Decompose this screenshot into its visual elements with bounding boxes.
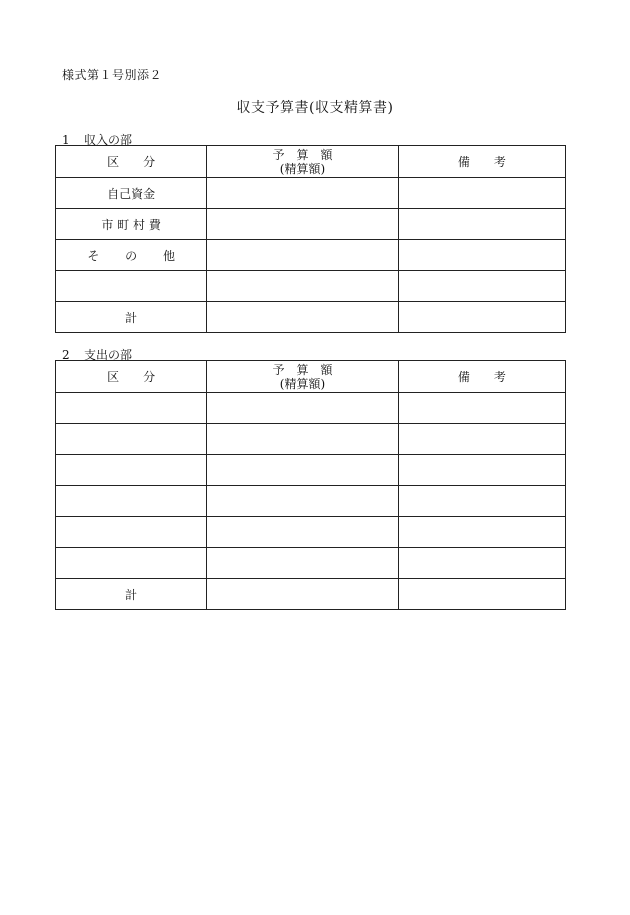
expenditure-row-amount-cell[interactable] [207, 393, 398, 424]
income-row-amount-cell[interactable] [207, 178, 398, 209]
income-row-other [56, 240, 566, 271]
income-row-remarks-cell[interactable] [398, 178, 565, 209]
expenditure-row-category-cell[interactable] [56, 548, 207, 579]
expenditure-header-category: 区 分 [56, 361, 207, 393]
expenditure-header-amount-line1: 予 算 額 [272, 362, 333, 377]
expenditure-section-label: 支出の部 [84, 348, 133, 362]
income-table [55, 145, 566, 333]
income-row-category: 自己資金 [56, 178, 207, 209]
expenditure-table [55, 360, 566, 610]
income-section-label: 収入の部 [84, 133, 133, 147]
expenditure-row-remarks-cell[interactable] [398, 548, 565, 579]
income-section-number: 1 [62, 133, 70, 147]
income-row-category: 市 町 村 費 [56, 209, 207, 240]
expenditure-row-category-cell[interactable] [56, 424, 207, 455]
income-row-blank [56, 271, 566, 302]
income-header-category: 区 分 [56, 146, 207, 178]
document-title: 収支予算書(収支精算書) [236, 100, 394, 116]
expenditure-row-category-cell[interactable] [56, 455, 207, 486]
expenditure-row-amount-cell[interactable] [207, 548, 398, 579]
expenditure-row-remarks-cell[interactable] [398, 486, 565, 517]
expenditure-row-remarks-cell[interactable] [398, 455, 565, 486]
expenditure-row-remarks-cell[interactable] [398, 424, 565, 455]
income-total-row [56, 302, 566, 333]
expenditure-row [56, 455, 566, 486]
income-header-amount-line1: 予 算 額 [272, 147, 333, 162]
expenditure-section-number: 2 [62, 348, 70, 362]
expenditure-header-row [56, 361, 566, 393]
expenditure-row [56, 486, 566, 517]
expenditure-total-amount-cell[interactable] [207, 579, 398, 610]
income-row-amount-cell[interactable] [207, 271, 398, 302]
expenditure-row [56, 393, 566, 424]
expenditure-row-category-cell[interactable] [56, 393, 207, 424]
expenditure-header-amount [207, 361, 398, 393]
expenditure-row-category-cell[interactable] [56, 517, 207, 548]
income-header-amount [207, 146, 398, 178]
expenditure-total-row [56, 579, 566, 610]
income-row-own-funds [56, 178, 566, 209]
expenditure-header-remarks: 備 考 [398, 361, 565, 393]
expenditure-row-amount-cell[interactable] [207, 424, 398, 455]
expenditure-row-amount-cell[interactable] [207, 455, 398, 486]
income-row-amount-cell[interactable] [207, 209, 398, 240]
income-total-label: 計 [56, 302, 207, 333]
income-row-remarks-cell[interactable] [398, 240, 565, 271]
income-header-row [56, 146, 566, 178]
income-header-amount-line2: (精算額) [279, 161, 326, 176]
expenditure-row-remarks-cell[interactable] [398, 393, 565, 424]
income-row-remarks-cell[interactable] [398, 209, 565, 240]
income-total-remarks-cell[interactable] [398, 302, 565, 333]
expenditure-total-label: 計 [56, 579, 207, 610]
income-row-amount-cell[interactable] [207, 240, 398, 271]
income-header-remarks: 備 考 [398, 146, 565, 178]
expenditure-row-remarks-cell[interactable] [398, 517, 565, 548]
expenditure-row-amount-cell[interactable] [207, 486, 398, 517]
expenditure-row-category-cell[interactable] [56, 486, 207, 517]
income-total-amount-cell[interactable] [207, 302, 398, 333]
income-row-category: そ の 他 [56, 240, 207, 271]
expenditure-total-remarks-cell[interactable] [398, 579, 565, 610]
expenditure-header-amount-line2: (精算額) [279, 376, 326, 391]
income-row-municipal [56, 209, 566, 240]
expenditure-row [56, 517, 566, 548]
expenditure-row [56, 548, 566, 579]
form-number-label: 様式第１号別添２ [62, 68, 163, 82]
income-row-remarks-cell[interactable] [398, 271, 565, 302]
income-row-category[interactable] [56, 271, 207, 302]
expenditure-row-amount-cell[interactable] [207, 517, 398, 548]
expenditure-row [56, 424, 566, 455]
